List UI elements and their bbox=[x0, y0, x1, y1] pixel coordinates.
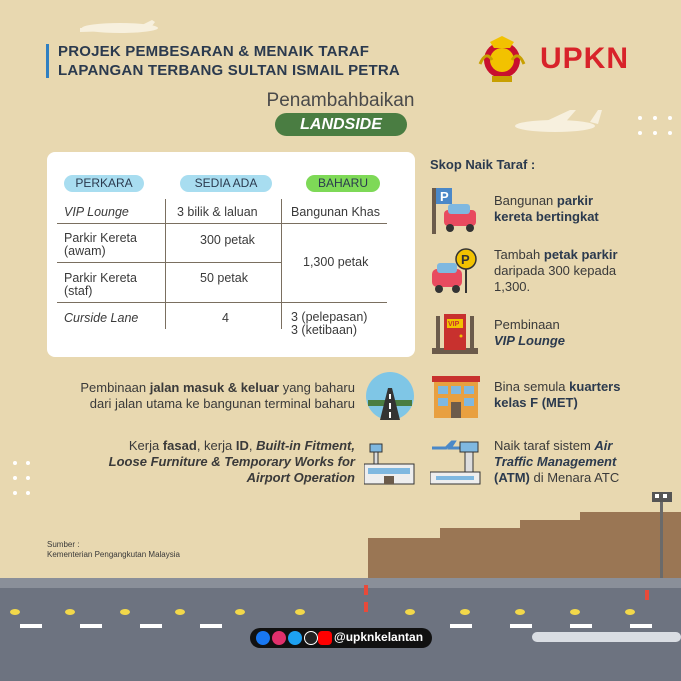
left-text: Pembinaan bbox=[80, 380, 150, 395]
left-text-bold: Built-in Fitment, bbox=[256, 438, 355, 453]
skop-text: daripada 300 kepada bbox=[494, 263, 617, 278]
tiktok-icon[interactable] bbox=[304, 631, 318, 645]
table-cell-line: Parkir Kereta bbox=[64, 231, 137, 245]
table-cell: Bangunan Khas bbox=[291, 205, 380, 219]
table-cell bbox=[291, 311, 367, 337]
facebook-icon[interactable] bbox=[256, 631, 270, 645]
parking-car-icon bbox=[430, 247, 482, 297]
table-divider bbox=[281, 199, 282, 329]
header-sedia-ada: SEDIA ADA bbox=[180, 175, 272, 192]
left-text-bold: fasad bbox=[162, 438, 197, 453]
comparison-table bbox=[47, 152, 415, 357]
skop-text-bold: kuarters bbox=[569, 379, 621, 394]
section-subtitle: Penambahbaikan bbox=[266, 90, 415, 111]
source-label: Sumber : bbox=[47, 540, 80, 549]
skop-text-bold: petak parkir bbox=[543, 247, 618, 262]
table-divider bbox=[57, 262, 281, 263]
skop-text-bold: VIP Lounge bbox=[494, 333, 566, 348]
social-bar[interactable] bbox=[250, 628, 432, 648]
left-text: Kerja bbox=[128, 438, 163, 453]
skop-text: 1,300. bbox=[494, 279, 531, 294]
road-icon bbox=[364, 370, 416, 422]
table-cell-line: (staf) bbox=[64, 284, 93, 298]
title-line-2: LAPANGAN TERBANG SULTAN ISMAIL PETRA bbox=[58, 62, 400, 79]
title-accent-bar bbox=[46, 44, 49, 78]
skop-title: Skop Naik Taraf : bbox=[430, 157, 536, 172]
quarters-building-icon bbox=[430, 372, 482, 420]
skop-text: Pembinaan bbox=[494, 317, 560, 332]
page-title bbox=[58, 42, 400, 80]
table-cell: 300 petak bbox=[200, 233, 255, 247]
skop-text: Tambah bbox=[494, 247, 544, 262]
table-cell: Curside Lane bbox=[64, 311, 139, 325]
left-text: , bbox=[248, 438, 257, 453]
left-text: dari jalan utama ke bangunan terminal baharu bbox=[89, 396, 355, 411]
kelantan-crest-icon bbox=[476, 34, 528, 84]
landside-badge: LANDSIDE bbox=[275, 113, 407, 136]
left-text-bold: Loose Furniture & Temporary Works for bbox=[108, 454, 355, 469]
table-cell-line: 3 (ketibaan) bbox=[291, 323, 358, 337]
header-perkara: PERKARA bbox=[64, 175, 144, 192]
twitter-icon[interactable] bbox=[288, 631, 302, 645]
table-cell: 4 bbox=[222, 311, 229, 325]
left-text-bold: jalan masuk & keluar bbox=[149, 380, 280, 395]
table-divider bbox=[57, 223, 387, 224]
skop-text-bold: (ATM) bbox=[494, 470, 530, 485]
plane-icon bbox=[80, 20, 158, 33]
skop-text-bold: kelas F (MET) bbox=[494, 395, 578, 410]
table-cell-line: 3 (pelepasan) bbox=[291, 310, 368, 324]
youtube-icon[interactable] bbox=[318, 631, 332, 645]
header-baharu: BAHARU bbox=[306, 175, 380, 192]
table-cell: 50 petak bbox=[200, 271, 248, 285]
svg-text:P: P bbox=[440, 189, 449, 204]
table-divider bbox=[165, 199, 166, 329]
skop-text-bold: parkir bbox=[556, 193, 594, 208]
skop-item-1 bbox=[494, 193, 599, 225]
left-text-bold: ID bbox=[235, 438, 249, 453]
skop-item-4 bbox=[494, 379, 620, 411]
skop-text-bold: Air bbox=[594, 438, 613, 453]
terminal-building-icon bbox=[364, 440, 416, 490]
atc-tower-icon bbox=[430, 438, 482, 488]
instagram-icon[interactable] bbox=[272, 631, 286, 645]
skop-text-bold: kereta bertingkat bbox=[494, 209, 599, 224]
table-cell-line: (awam) bbox=[64, 244, 106, 258]
left-item-works bbox=[40, 438, 355, 486]
left-text-bold: Airport Operation bbox=[246, 470, 355, 485]
skop-item-2 bbox=[494, 247, 618, 295]
source-text: Kementerian Pengangkutan Malaysia bbox=[47, 550, 180, 559]
table-cell-merged: 1,300 petak bbox=[303, 255, 369, 269]
title-line-1: PROJEK PEMBESARAN & MENAIK TARAF bbox=[58, 43, 370, 60]
skop-text: Naik taraf sistem bbox=[494, 438, 595, 453]
table-cell bbox=[64, 232, 137, 258]
table-cell: 3 bilik & laluan bbox=[177, 205, 258, 219]
left-item-road bbox=[40, 380, 355, 412]
left-text: yang baharu bbox=[279, 380, 355, 395]
upkn-logo: UPKN bbox=[540, 42, 630, 75]
source-note bbox=[47, 540, 180, 560]
table-divider bbox=[57, 302, 387, 303]
skop-text: Bina semula bbox=[494, 379, 570, 394]
svg-text:P: P bbox=[461, 252, 470, 267]
skop-item-3 bbox=[494, 317, 565, 349]
table-cell: VIP Lounge bbox=[64, 205, 129, 219]
left-text: , kerja bbox=[196, 438, 236, 453]
svg-text:VIP: VIP bbox=[448, 321, 460, 328]
vip-door-icon bbox=[432, 312, 482, 356]
table-cell-line: Parkir Kereta bbox=[64, 271, 137, 285]
skop-text: di Menara ATC bbox=[529, 470, 620, 485]
skop-item-5 bbox=[494, 438, 619, 486]
table-cell bbox=[64, 272, 137, 298]
social-handle[interactable]: @upknkelantan bbox=[334, 630, 424, 644]
plane-icon bbox=[515, 110, 602, 132]
skop-text: Bangunan bbox=[494, 193, 557, 208]
skop-text-bold: Traffic Management bbox=[494, 454, 617, 469]
parking-building-icon bbox=[430, 184, 480, 236]
